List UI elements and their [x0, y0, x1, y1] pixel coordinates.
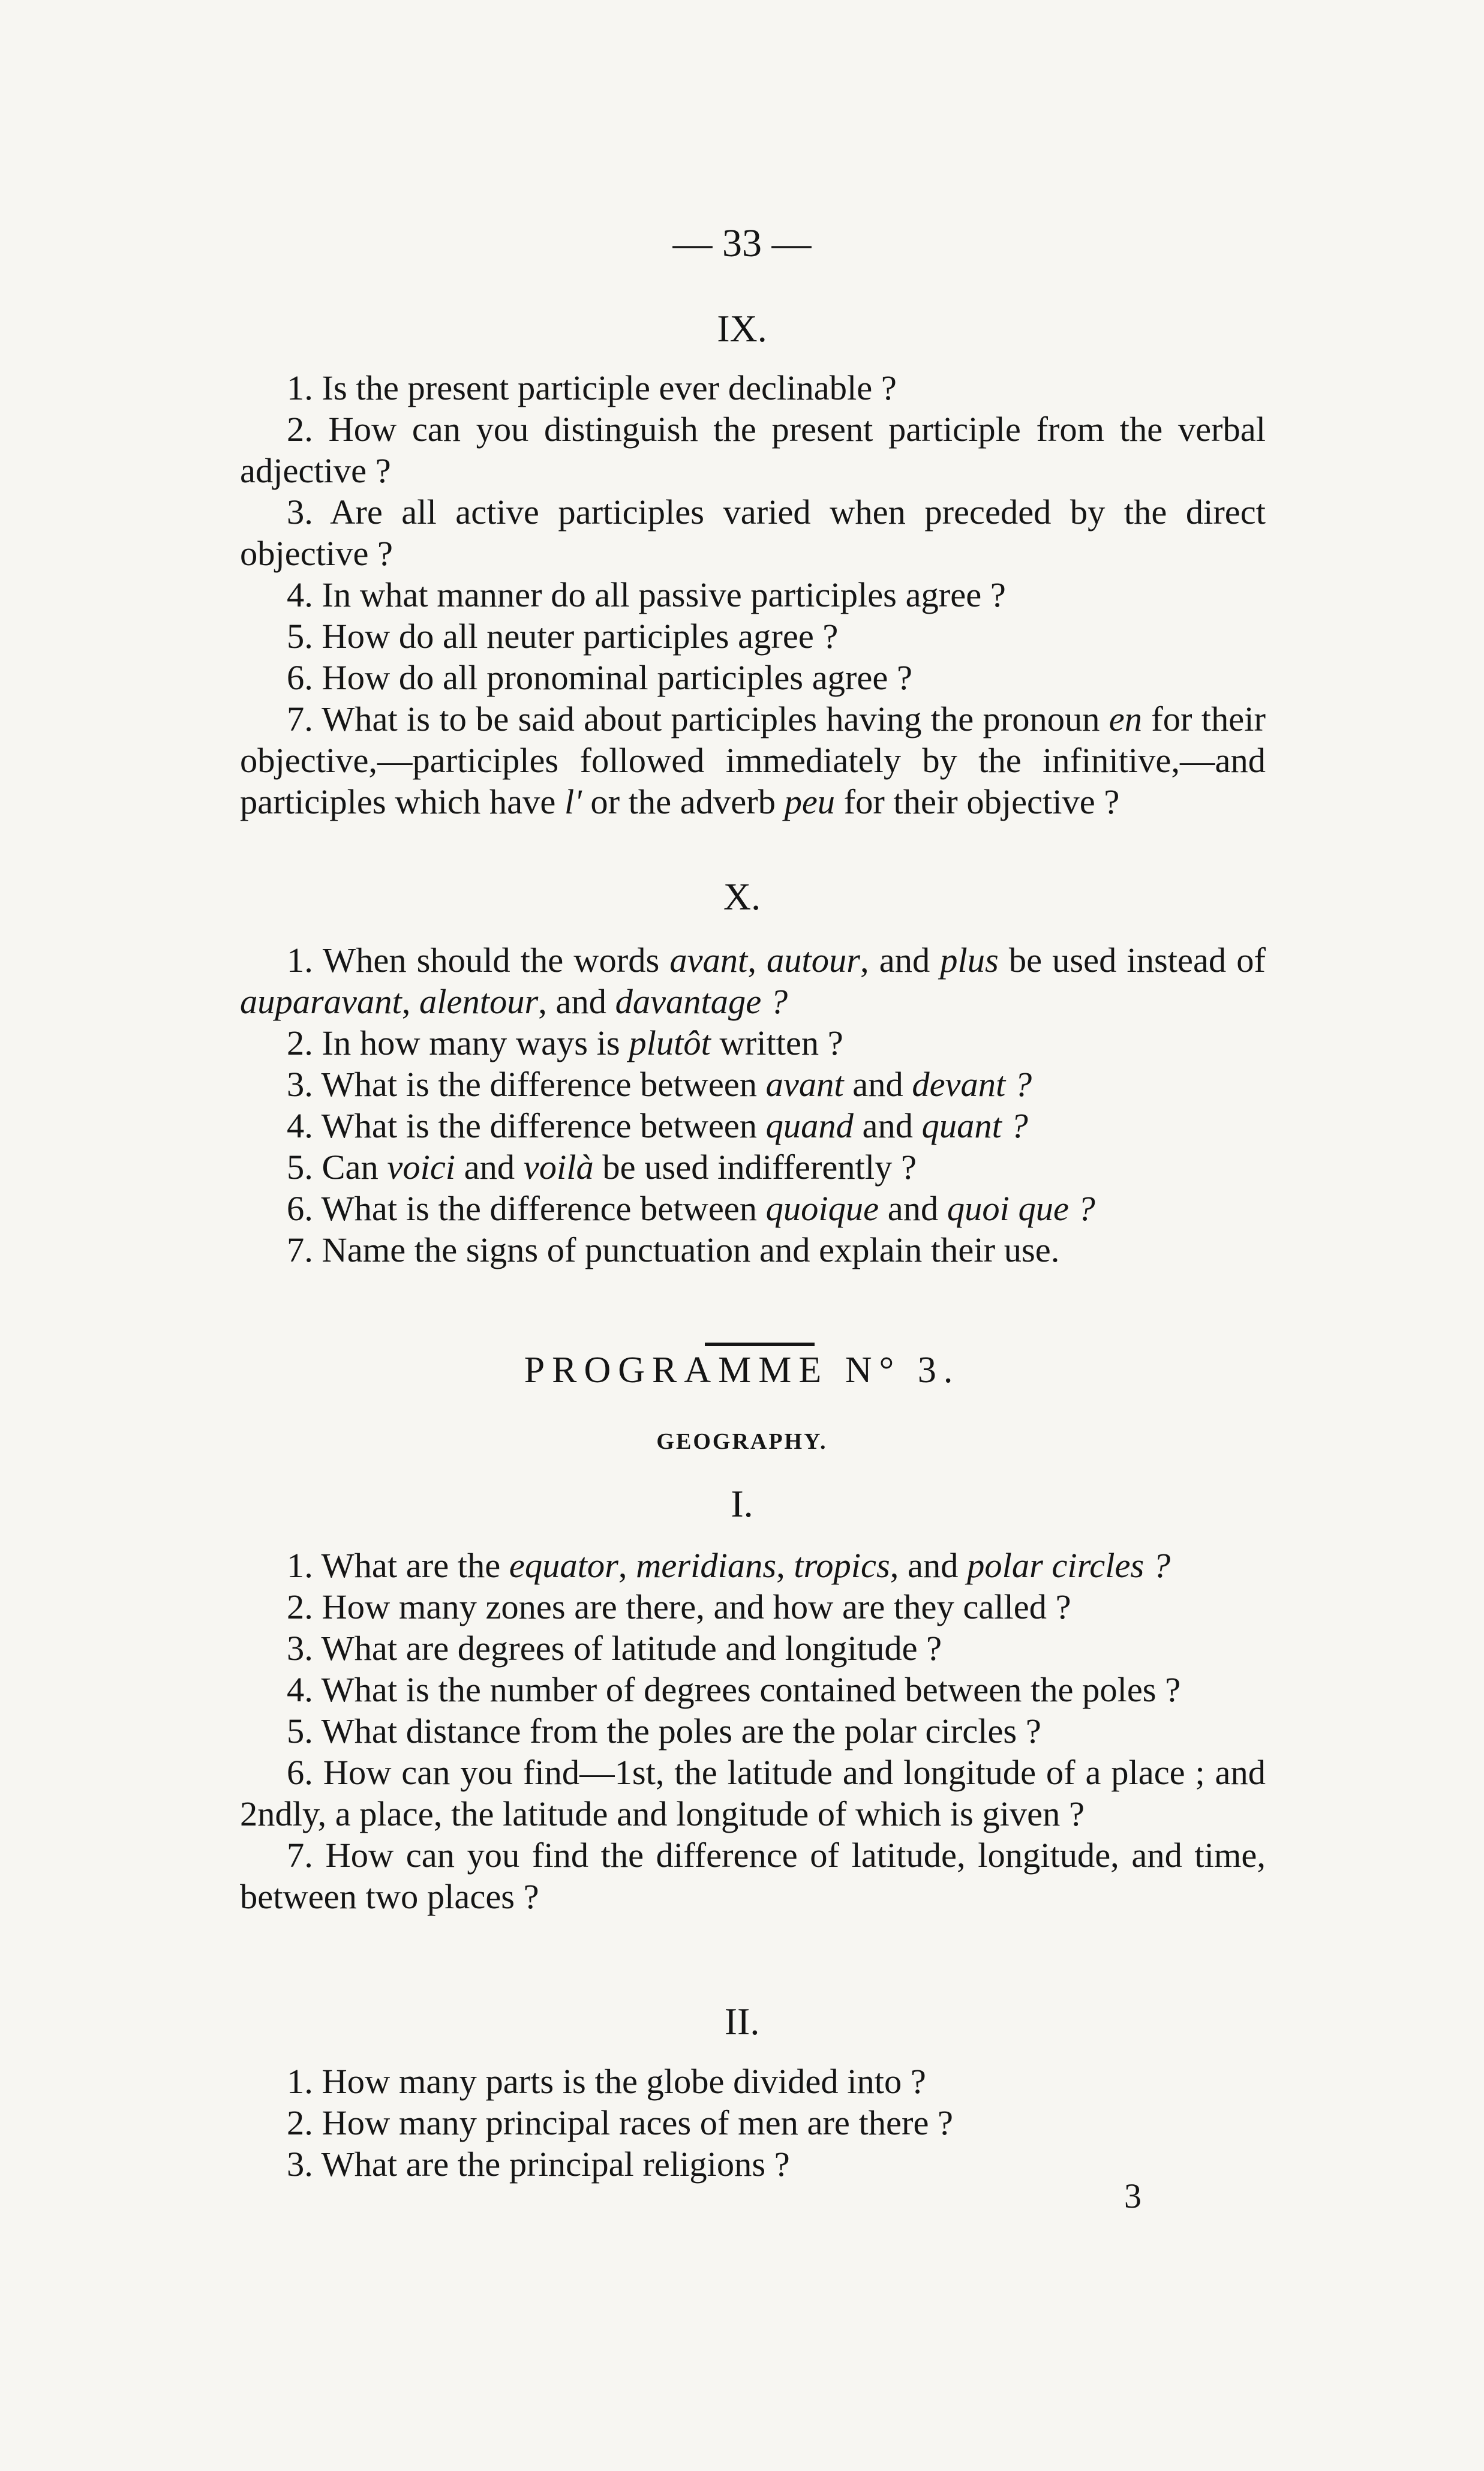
question-text: How do all neuter participles agree ? [322, 617, 839, 656]
question-item [240, 1752, 1266, 1835]
question-item [240, 1188, 1266, 1229]
question-number: 2. [287, 2103, 322, 2142]
question-item [240, 1064, 1266, 1105]
signature-mark: 3 [1124, 2176, 1141, 2215]
question-item [240, 1628, 1266, 1669]
question-item [240, 1586, 1266, 1628]
question-text: In what manner do all passive participles agree ? [322, 575, 1006, 614]
question-number: 1. [287, 368, 322, 407]
question-number: 5. [287, 1712, 322, 1751]
question-item [240, 1146, 1266, 1188]
question-item [240, 698, 1266, 822]
question-text: How many parts is the globe divided into ? [322, 2062, 926, 2101]
question-text: Can voici and voilà be used indifferently ? [322, 1148, 917, 1187]
question-text: When should the words avant, autour, and plus be used instead of auparavant, alentour, and davantage ? [240, 941, 1266, 1021]
question-number: 1. [287, 941, 323, 980]
question-text: What is the difference between quoique and quoi que ? [321, 1189, 1095, 1228]
programme-title: PROGRAMME N° 3. [524, 1350, 960, 1391]
question-number: 7. [287, 699, 322, 738]
question-text: What are degrees of latitude and longitude ? [321, 1629, 942, 1668]
question-item [240, 491, 1266, 574]
question-item [240, 2061, 1266, 2102]
question-item [240, 616, 1266, 657]
question-text: What is the difference between avant and devant ? [321, 1065, 1032, 1104]
page-number: — 33 — [672, 221, 812, 265]
question-number: 6. [287, 1753, 323, 1792]
question-text: In how many ways is plutôt written ? [322, 1023, 843, 1062]
section-heading-ii: II. [724, 2000, 760, 2043]
question-text: How do all pronominal participles agree ? [322, 658, 912, 697]
question-number: 3. [287, 1065, 322, 1104]
section-heading-ix: IX. [717, 307, 767, 350]
question-text: How many principal races of men are there ? [322, 2103, 954, 2142]
question-number: 4. [287, 1670, 322, 1709]
question-number: 3. [287, 1629, 322, 1668]
question-list-ii [240, 2061, 1266, 2185]
question-text: Are all active participles varied when preceded by the direct objective ? [240, 493, 1266, 573]
question-item [240, 367, 1266, 409]
section-heading-x: X. [723, 875, 761, 918]
question-text: Name the signs of punctuation and explain their use. [322, 1230, 1060, 1269]
question-number: 2. [287, 410, 329, 449]
section-heading-i: I. [731, 1482, 753, 1525]
question-number: 2. [287, 1587, 322, 1626]
question-item [240, 1545, 1266, 1586]
question-list-x [240, 939, 1266, 1271]
question-number: 4. [287, 575, 322, 614]
question-text: What is the number of degrees contained between the poles ? [321, 1670, 1181, 1709]
question-item [240, 1022, 1266, 1064]
question-text: How can you find the difference of latitude, longitude, and time, between two places ? [240, 1836, 1266, 1916]
question-item [240, 1229, 1266, 1271]
question-text: What distance from the poles are the polar circles ? [321, 1712, 1041, 1751]
question-item [240, 574, 1266, 616]
question-text: What is the difference between quand and quant ? [321, 1106, 1028, 1145]
question-item [240, 657, 1266, 698]
question-text: What is to be said about participles having the pronoun en for their objective,—participles followed immediately by the infinitive,—and participles which have l' or the adverb peu for their objective ? [240, 699, 1266, 821]
question-text: How many zones are there, and how are they called ? [322, 1587, 1071, 1626]
question-number: 6. [287, 658, 322, 697]
question-number: 1. [287, 1546, 322, 1585]
question-item [240, 939, 1266, 1022]
question-text: What are the principal religions ? [321, 2145, 790, 2184]
question-list-ix [240, 367, 1266, 822]
question-item [240, 409, 1266, 491]
question-list-i [240, 1545, 1266, 1917]
question-number: 5. [287, 1148, 322, 1187]
question-item [240, 1835, 1266, 1917]
question-text: Is the present participle ever declinable ? [322, 368, 897, 407]
question-item [240, 1669, 1266, 1710]
question-item [240, 2143, 1266, 2185]
question-item [240, 1710, 1266, 1752]
question-text: How can you distinguish the present participle from the verbal adjective ? [240, 410, 1266, 490]
question-number: 5. [287, 617, 322, 656]
question-number: 3. [287, 493, 331, 532]
question-number: 7. [287, 1230, 322, 1269]
question-number: 3. [287, 2145, 322, 2184]
question-text: What are the equator, meridians, tropics, and polar circles ? [321, 1546, 1171, 1585]
question-number: 6. [287, 1189, 322, 1228]
question-number: 2. [287, 1023, 322, 1062]
question-text: How can you find—1st, the latitude and longitude of a place ; and 2ndly, a place, the latitude and longitude of which is given ? [240, 1753, 1266, 1833]
question-number: 4. [287, 1106, 322, 1145]
question-number: 7. [287, 1836, 326, 1875]
question-item [240, 2102, 1266, 2143]
question-item [240, 1105, 1266, 1146]
question-number: 1. [287, 2062, 322, 2101]
subject-heading: GEOGRAPHY. [656, 1429, 828, 1454]
